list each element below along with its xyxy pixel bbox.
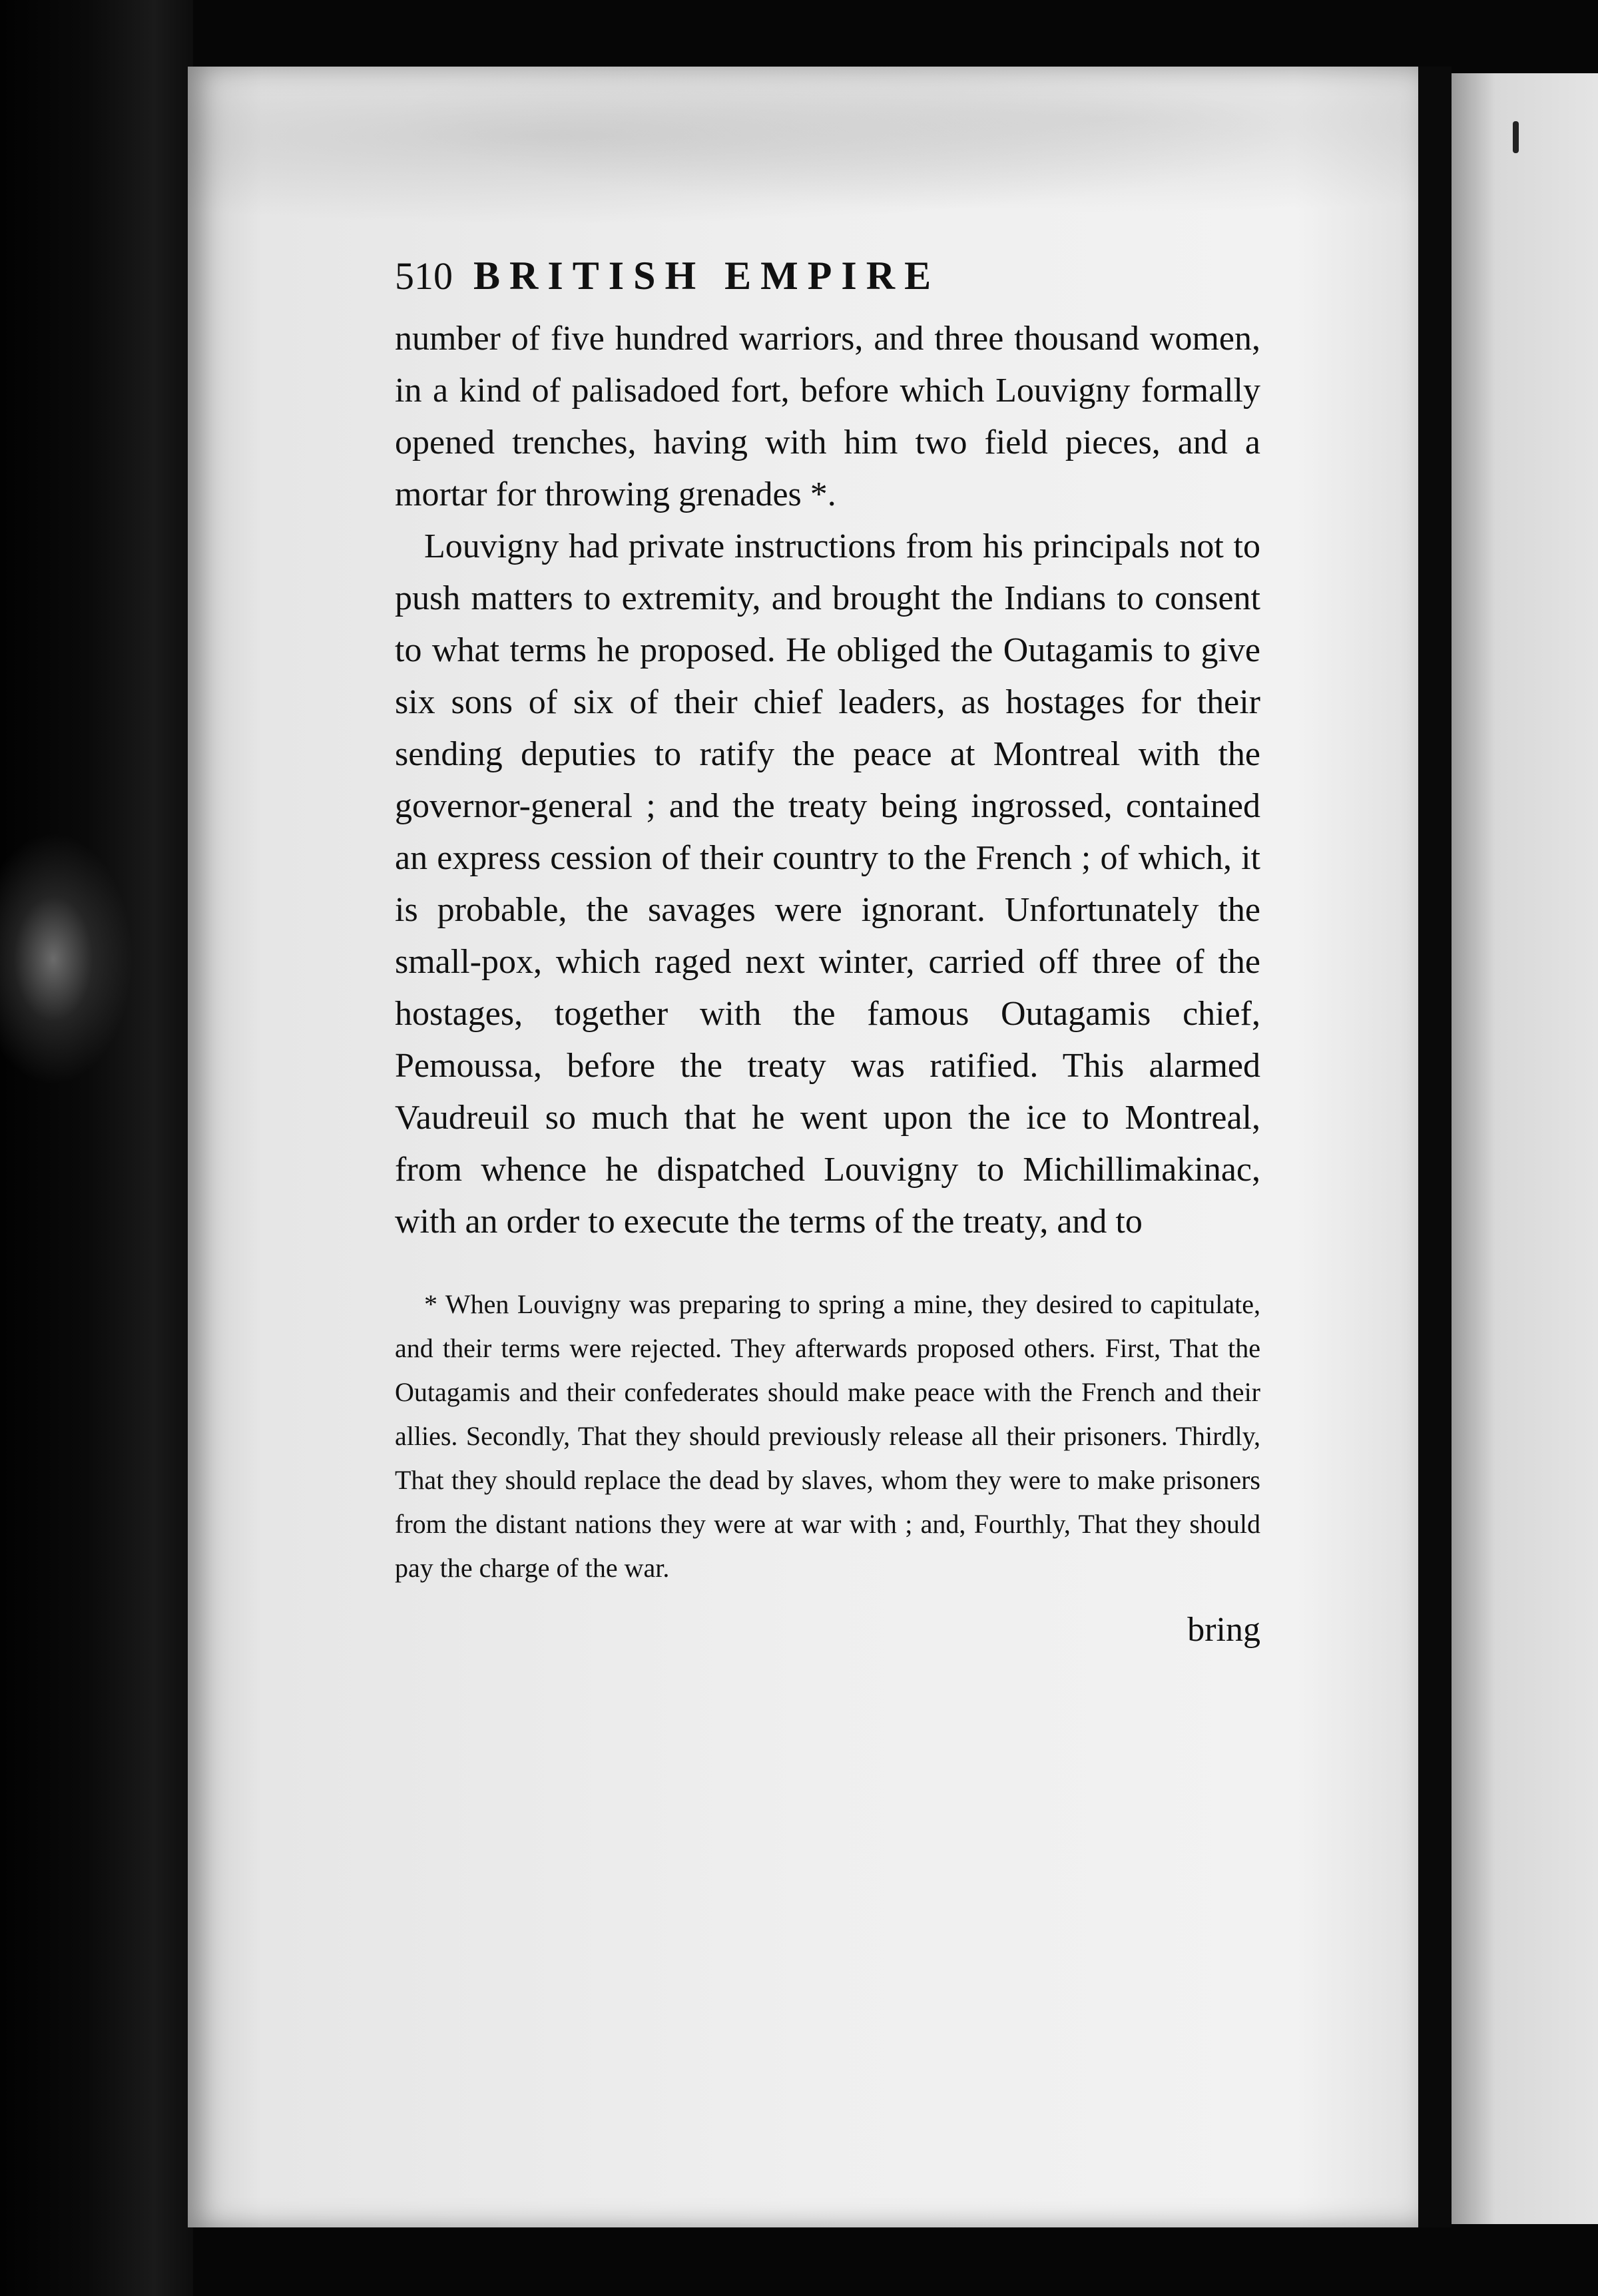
page-number: 510 bbox=[395, 254, 453, 298]
para1-text: number of five hundred warriors, and three thousand women, in a kind of palisadoed fort, before which Louvigny formally opened trenches, having with him two field pieces, and a mortar for throwing grenades *. bbox=[395, 320, 1260, 513]
facing-page-mark bbox=[1513, 121, 1519, 153]
catchword: bring bbox=[1187, 1611, 1260, 1649]
para2-text: Louvigny had private instructions from his principals not to push matters to extremity, and brought the Indians to consent to what terms he proposed. He obliged the Outagamis to give six sons of six of their chief leaders, as hostages for their sending deputies to ratify the peace at Montreal with the governor-general ; and the treaty being ingrossed, contained an express cession of their country to the French ; of which, it is probable, the savages were ignorant. Unfortunately the small-pox, which raged next winter, carried off three of the hostages, together with the famous Outagamis chief, Pemoussa, before the treaty was ratified. This alarmed Vaudreuil so much that he went upon the ice to Montreal, from whence he dispatched Louvigny to Michillimakinac, with an order to execute the terms of the treaty, and to bbox=[395, 527, 1260, 1241]
book-binding-shadow bbox=[0, 0, 193, 2296]
paragraph-1 bbox=[395, 313, 1260, 521]
body-text bbox=[395, 313, 1260, 1248]
running-head bbox=[395, 253, 1260, 313]
running-head-title: BRITISH EMPIRE bbox=[473, 254, 941, 298]
paragraph-2 bbox=[395, 521, 1260, 1248]
gutter-gap bbox=[1418, 67, 1452, 2227]
page-smudge bbox=[188, 67, 1418, 240]
facing-page-edge bbox=[1452, 73, 1598, 2224]
footnote bbox=[395, 1283, 1260, 1590]
footnote-text: * When Louvigny was preparing to spring a mine, they desired to capitulate, and their terms were rejected. They afterwards proposed others. First, That the Outagamis and their confederates should make peace with the French and their allies. Secondly, That they should previously release all their prisoners. Thirdly, That they should replace the dead by slaves, whom they were to make prisoners from the distant nations they were at war with ; and, Fourthly, That they should pay the charge of the war. bbox=[395, 1289, 1260, 1583]
binding-stain bbox=[0, 832, 133, 1085]
text-column bbox=[395, 253, 1260, 1649]
